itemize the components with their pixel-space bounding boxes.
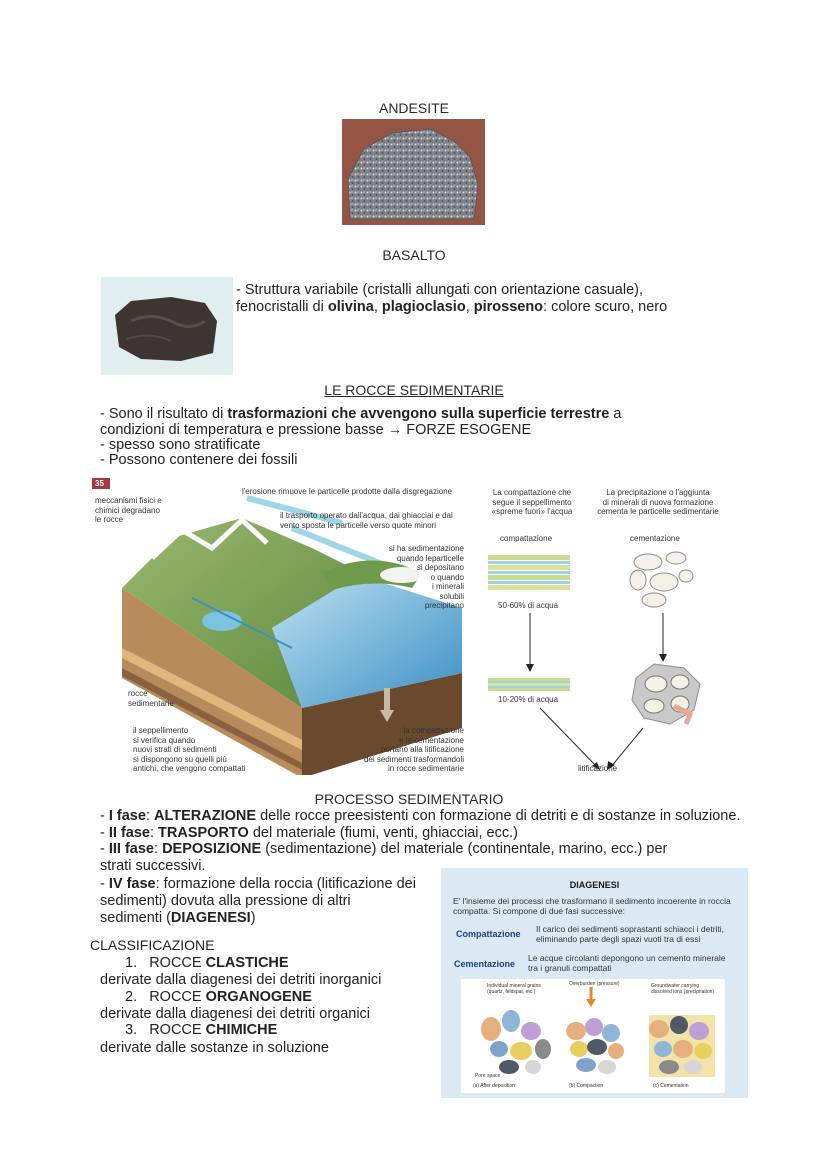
compaction-layers-thick bbox=[488, 555, 570, 590]
classificazione-title: CLASSIFICAZIONE bbox=[90, 937, 215, 953]
basalto-rock-image bbox=[101, 277, 233, 375]
lithification-figure bbox=[478, 478, 740, 775]
label-burial: il seppellimento si verifica quando nuovi strati di sedimenti si dispongono su quelli più antichi, che vengono compattati bbox=[133, 726, 246, 773]
cementation-grains bbox=[630, 552, 693, 607]
basalto-photo bbox=[101, 277, 233, 375]
classificazione-item-2: 2. ROCCE ORGANOGENE bbox=[125, 989, 312, 1005]
processo-fase-1: - I fase: ALTERAZIONE delle rocce preesistenti con formazione di detriti e di sostanze in soluzione. bbox=[100, 808, 741, 824]
stage-after-deposition bbox=[481, 1010, 551, 1074]
diagenesi-title: DIAGENESI bbox=[569, 880, 620, 890]
label-water-2: 10-20% di acqua bbox=[498, 695, 559, 704]
sedimentarie-line3: - spesso sono stratificate bbox=[100, 437, 261, 453]
stage-compaction bbox=[566, 987, 624, 1074]
img-label-grains: Individual mineral grains (quartz, feldspar, etc.) bbox=[487, 983, 541, 995]
diagenesi-comp-label: Compattazione bbox=[456, 929, 521, 939]
diagenesi-intro: E' l'insieme dei processi che trasformano il sedimento incoerente in roccia compatta. Si compone di due fasi successive: bbox=[453, 896, 731, 916]
cemented-grains bbox=[632, 664, 700, 724]
andesite-rock-image bbox=[342, 119, 485, 225]
stage-cementation bbox=[649, 1015, 715, 1077]
diagenesi-comp-desc: Il carico dei sedimenti soprastanti schiacci i detriti, eliminando parte degli spazi vuoti tra di essi bbox=[536, 924, 725, 944]
diagenesi-image bbox=[461, 979, 725, 1093]
classificazione-item-1-desc: derivate dalla diagenesi dei detriti inorganici bbox=[100, 972, 382, 988]
label-cementazione: cementazione bbox=[630, 534, 680, 543]
caption-compaction: (b) Compaction bbox=[569, 1083, 604, 1089]
classificazione-item-1: 1. ROCCE CLASTICHE bbox=[125, 955, 289, 971]
label-mechanisms: meccanismi fisici e chimici degradano le rocce bbox=[95, 496, 162, 524]
figure-badge-number: 35 bbox=[95, 479, 104, 488]
andesite-title: ANDESITE bbox=[378, 100, 449, 116]
label-sedimentation: si ha sedimentazione quando leparticelle si depositano o quando i minerali solubili precipitano bbox=[388, 544, 464, 610]
sedimentarie-title: LE ROCCE SEDIMENTARIE bbox=[324, 382, 504, 398]
img-label-overburden: Overburden (pressure) bbox=[569, 981, 620, 987]
compaction-layers-thin bbox=[488, 678, 570, 691]
img-label-pore: Pore space bbox=[475, 1073, 501, 1079]
sedimentary-figure bbox=[92, 478, 472, 775]
basalto-title: BASALTO bbox=[382, 247, 446, 263]
grain-stages bbox=[461, 979, 725, 1093]
compaction-heading: La compattazione che segue il seppellimento «spreme fuori» l'acqua bbox=[491, 488, 573, 516]
label-water-1: 50-60% di acqua bbox=[498, 601, 559, 610]
label-rocce-sedimentarie: rocce sedimentarie bbox=[128, 689, 174, 708]
basalto-line1: - Struttura variabile (cristalli allungati con orientazione casuale), bbox=[236, 282, 643, 298]
processo-title: PROCESSO SEDIMENTARIO bbox=[314, 791, 504, 807]
caption-cementation: (c) Cementation bbox=[653, 1083, 689, 1089]
sedimentarie-line2: condizioni di temperatura e pressione basse → FORZE ESOGENE bbox=[100, 422, 532, 438]
lithification-diagram bbox=[478, 478, 740, 775]
label-compattazione: compattazione bbox=[500, 534, 553, 543]
processo-fase-4-cont1: sedimenti) dovuta alla pressione di altri bbox=[100, 893, 351, 909]
sedimentarie-line1: - Sono il risultato di trasformazioni che avvengono sulla superficie terrestre a bbox=[100, 406, 622, 422]
processo-fase-4: - IV fase: formazione della roccia (litificazione dei bbox=[100, 876, 416, 892]
label-compaction-block: la compattazione e la cementazione portano alla litificazione dei sedimenti trasformandoli in rocce sedimentarie bbox=[363, 726, 464, 773]
diagenesi-box bbox=[441, 868, 748, 1098]
label-transport: il trasporto operato dall'acqua, dai ghiacciai e dal vento sposta le particelle verso quote minori bbox=[280, 511, 453, 530]
label-litificazione: litificazione bbox=[578, 764, 618, 773]
processo-fase-2: - II fase: TRASPORTO del materiale (fiumi, venti, ghiacciai, ecc.) bbox=[100, 825, 518, 841]
diagenesi-cem-desc: Le acque circolanti depongono un cemento minerale tra i granuli compattati bbox=[528, 953, 726, 973]
basalto-line2: fenocristalli di olivina, plagioclasio, pirosseno: colore scuro, nero bbox=[236, 299, 668, 315]
andesite-photo bbox=[342, 119, 485, 225]
classificazione-item-3: 3. ROCCE CHIMICHE bbox=[125, 1022, 278, 1038]
cementation-heading: La precipitazione o l'aggiunta di minerali di nuova formazione cementa le particelle sedimentarie bbox=[597, 488, 719, 516]
processo-fase-4-cont2: sedimenti (DIAGENESI) bbox=[100, 910, 256, 926]
classificazione-item-3-desc: derivate dalle sostanze in soluzione bbox=[100, 1040, 329, 1056]
caption-after-deposition: (a) After deposition bbox=[473, 1083, 515, 1089]
diagenesi-cem-label: Cementazione bbox=[454, 959, 516, 969]
img-label-groundwater: Groundwater carrying dissolved ions (precipitation) bbox=[651, 983, 715, 995]
classificazione-item-2-desc: derivate dalla diagenesi dei detriti organici bbox=[100, 1006, 371, 1022]
sedimentarie-line4: - Possono contenere dei fossili bbox=[100, 452, 298, 468]
processo-fase-3-cont: strati successivi. bbox=[100, 858, 206, 874]
label-erosion: l'erosione rimuove le particelle prodotte dalla disgregazione bbox=[242, 487, 453, 496]
processo-fase-3: - III fase: DEPOSIZIONE (sedimentazione) del materiale (continentale, marino, ecc.) per bbox=[100, 841, 668, 857]
